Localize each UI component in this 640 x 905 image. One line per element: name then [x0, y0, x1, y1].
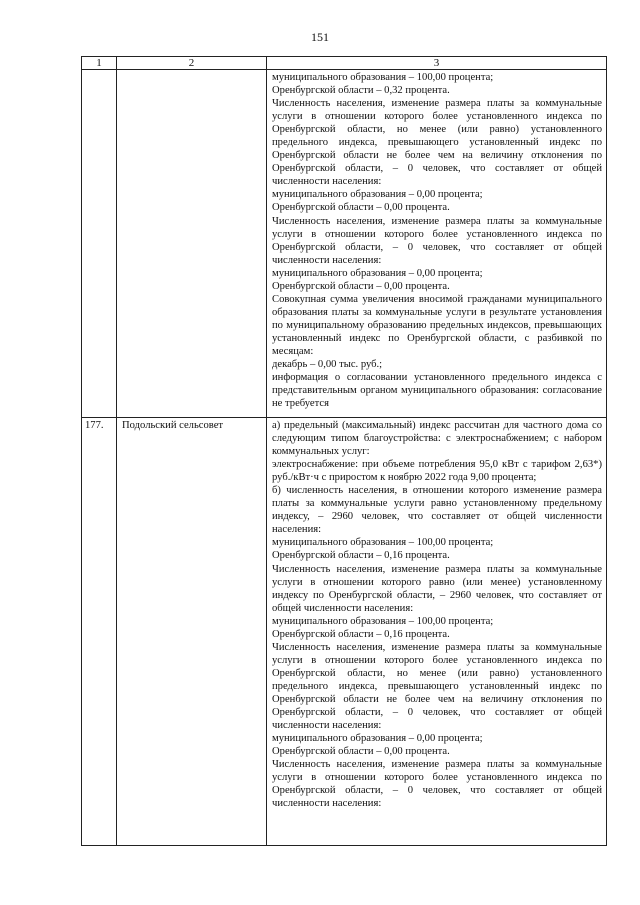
paragraph: а) предельный (максимальный) индекс рассчитан для частного дома со следующим типом благоустройства: с электроснабжением; с набором коммунальных услуг: [272, 420, 602, 458]
paragraph: декабрь – 0,00 тыс. руб.; [272, 359, 383, 371]
paragraph: муниципального образования – 100,00 процента; [272, 72, 494, 83]
paragraph: информация о согласовании установленного предельного индекса с представительным органом муниципального образования: согласование не требуется [272, 372, 602, 410]
document-table [81, 56, 607, 846]
row-name-cell [117, 70, 267, 418]
paragraph: б) численность населения, в отношении которого изменение размера платы за коммунальные услуги равно установленному предельному индексу, – 2960 человек, что составляет от общей численности населения: [272, 485, 602, 536]
header-col-3: 3 [267, 57, 607, 70]
paragraph: электроснабжение: при объеме потребления 95,0 кВт с тарифом 2,63*) руб./кВт·ч с приростом к ноябрю 2022 года 9,00 процента; [272, 459, 602, 484]
row-name-cell: Подольский сельсовет [117, 418, 267, 846]
paragraph: Совокупная сумма увеличения вносимой гражданами муниципального образования платы за коммунальные услуги в результате установления по муниципальному образованию предельных индексов, превышающих установленный индекс по Оренбургской области, с разбивкой по месяцам: [272, 293, 602, 357]
row-number-cell: 177. [82, 418, 117, 846]
table-row-177 [82, 418, 607, 846]
paragraph: муниципального образования – 0,00 процента; [272, 733, 483, 745]
table-header-row [82, 57, 607, 70]
page-number: 151 [311, 30, 329, 44]
paragraph: Оренбургской области – 0,00 процента. [272, 202, 450, 214]
header-col-1: 1 [82, 57, 117, 70]
paragraph: Оренбургской области – 0,32 процента. [272, 85, 450, 97]
paragraph: муниципального образования – 100,00 процента; [272, 537, 494, 549]
paragraph: Численность населения, изменение размера платы за коммунальные услуги в отношении которого более установленного индекса по Оренбургской области, – 0 человек, что составляет от общей численности населения: [272, 759, 602, 810]
row-content-cell [267, 70, 607, 418]
paragraph: Численность населения, изменение размера платы за коммунальные услуги в отношении которого равно (или менее) установленному индексу по Оренбургской области, – 2960 человек, что составляет от общей численности населения: [272, 563, 602, 614]
paragraph: Численность населения, изменение размера платы за коммунальные услуги в отношении которого более установленного индекса по Оренбургской области, – 0 человек, что составляет от общей численности населения: [272, 215, 602, 266]
paragraph: Численность населения, изменение размера платы за коммунальные услуги в отношении которого более установленного индекса по Оренбургской области, но менее (или равно) установленного предельного индекса, превышающего установленный индекс по Оренбургской области не более чем на величину отклонения по Оренбургской области, – 0 человек, что составляет от общей численности населения: [272, 641, 602, 732]
paragraph: муниципального образования – 0,00 процента; [272, 189, 483, 201]
paragraph: муниципального образования – 0,00 процента; [272, 267, 483, 279]
header-col-2: 2 [117, 57, 267, 70]
paragraph: Оренбургской области – 0,16 процента. [272, 550, 450, 562]
paragraph: Оренбургской области – 0,00 процента. [272, 746, 450, 758]
paragraph: Оренбургской области – 0,00 процента. [272, 280, 450, 292]
row-content-cell [267, 418, 607, 846]
table-row-continued [82, 70, 607, 418]
row-number-cell [82, 70, 117, 418]
paragraph: муниципального образования – 100,00 процента; [272, 615, 494, 627]
paragraph: Численность населения, изменение размера платы за коммунальные услуги в отношении которого более установленного индекса по Оренбургской области, но менее (или равно) установленного предельного индекса, превышающего установленный индекс по Оренбургской области не более чем на величину отклонения по Оренбургской области, – 0 человек, что составляет от общей численности населения: [272, 98, 602, 188]
paragraph: Оренбургской области – 0,16 процента. [272, 628, 450, 640]
